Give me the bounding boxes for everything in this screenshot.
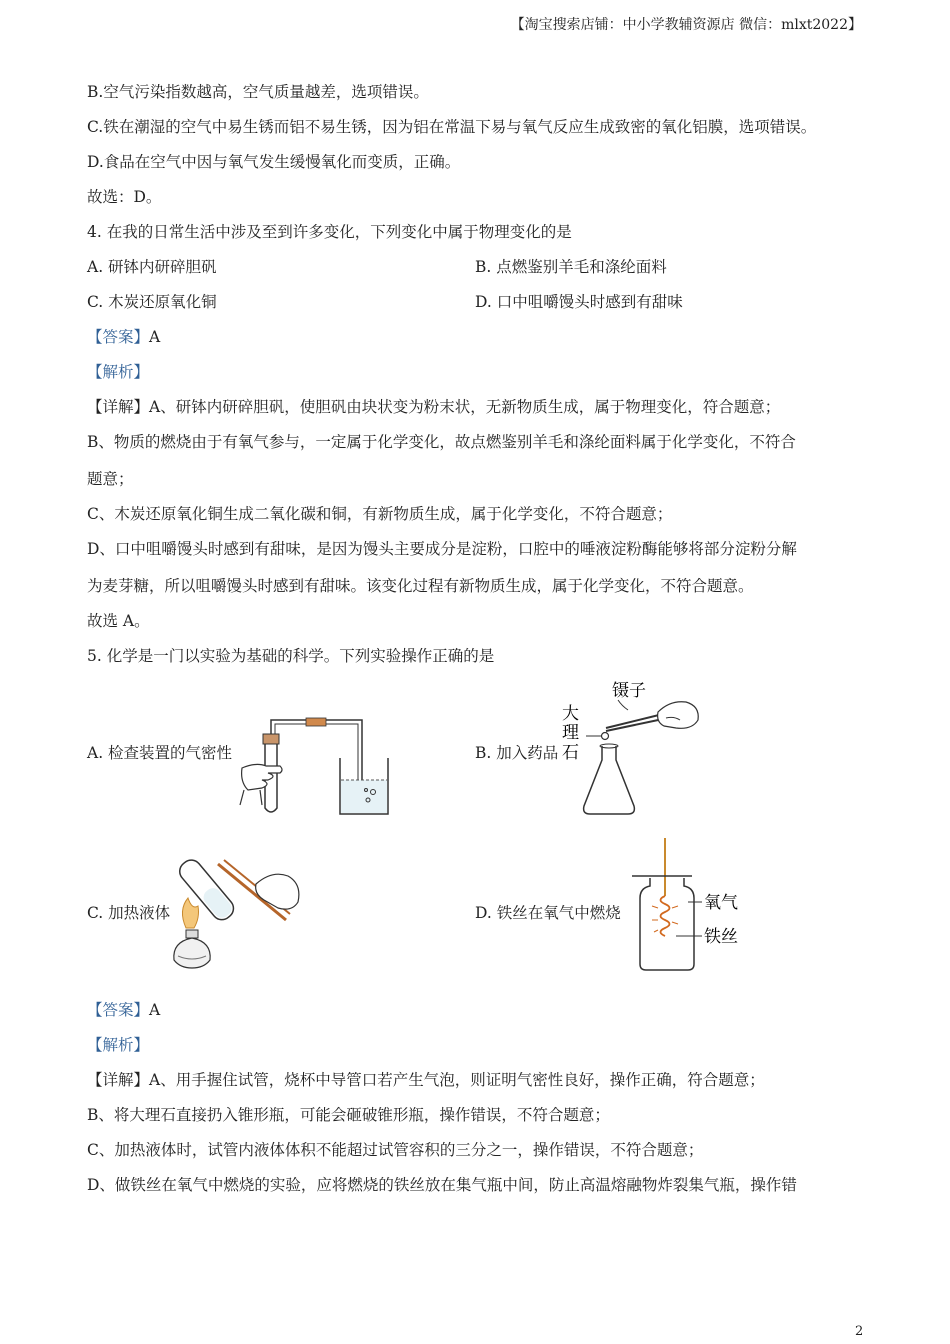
prev-option-c-explanation: C.铁在潮湿的空气中易生锈而铝不易生锈，因为铝在常温下易与氧气反应生成致密的氧化铝膜，选项错误。 [87, 118, 817, 136]
q4-choice: 故选 A。 [87, 612, 150, 630]
page-header: 【淘宝搜索店铺：中小学教辅资源店 微信：mlxt2022】 [510, 17, 862, 33]
prev-choice: 故选：D。 [87, 188, 162, 206]
marble-label-1: 大 [562, 704, 579, 724]
q4-option-b: B. 点燃鉴别羊毛和涤纶面料 [475, 258, 667, 276]
q4-analysis-tag: 【解析】 [87, 363, 150, 381]
oxygen-label: 氧气 [704, 893, 738, 913]
q5-stem: 5. 化学是一门以实验为基础的科学。下列实验操作正确的是 [87, 647, 495, 665]
heating-liquid-figure [168, 850, 308, 974]
q5-detail-tag: 【详解】 [87, 1071, 150, 1089]
q4-detail-d1: D、口中咀嚼馒头时感到有甜味，是因为馒头主要成分是淀粉，口腔中的唾液淀粉酶能够将部分淀粉分解 [87, 540, 797, 558]
q5-answer-line [87, 1000, 160, 1020]
q4-answer: A [149, 328, 161, 346]
q5-detail-c: C、加热液体时，试管内液体体积不能超过试管容积的三分之一，操作错误，不符合题意； [87, 1141, 704, 1159]
prev-option-d-explanation: D.食品在空气中因与氧气发生缓慢氧化而变质，正确。 [87, 153, 461, 171]
q5-detail-a: A、用手握住试管，烧杯中导管口若产生气泡，则证明气密性良好，操作正确，符合题意； [149, 1071, 765, 1089]
q4-detail-a-line [87, 397, 780, 417]
q4-option-a: A. 研钵内研碎胆矾 [87, 258, 217, 276]
marble-label-3: 石 [562, 743, 579, 763]
q4-answer-tag: 【答案】 [87, 328, 150, 346]
q5-option-b: B. 加入药品 [475, 744, 559, 762]
page-number: 2 [855, 1324, 864, 1339]
q5-analysis-tag: 【解析】 [87, 1036, 150, 1054]
q4-answer-line [87, 327, 160, 347]
q5-detail-a-line [87, 1070, 765, 1090]
q5-answer: A [149, 1001, 161, 1019]
q4-detail-b2: 题意； [87, 470, 134, 488]
tweezers-label: 镊子 [612, 681, 646, 701]
q4-detail-d2: 为麦芽糖，所以咀嚼馒头时感到有甜味。该变化过程有新物质生成，属于化学变化，不符合题意。 [87, 577, 754, 595]
q4-detail-c: C、木炭还原氧化铜生成二氧化碳和铜，有新物质生成，属于化学变化，不符合题意； [87, 505, 673, 523]
marble-label-2: 理 [562, 723, 579, 743]
q4-option-d: D. 口中咀嚼馒头时感到有甜味 [475, 293, 683, 311]
q4-option-c: C. 木炭还原氧化铜 [87, 293, 217, 311]
prev-option-b-explanation: B.空气污染指数越高，空气质量越差，选项错误。 [87, 83, 429, 101]
iron-wire-burning-figure [628, 836, 758, 976]
q4-stem: 4. 在我的日常生活中涉及至到许多变化，下列变化中属于物理变化的是 [87, 223, 572, 241]
iron-wire-label: 铁丝 [704, 927, 738, 947]
q5-option-d: D. 铁丝在氧气中燃烧 [475, 904, 621, 922]
q5-option-c: C. 加热液体 [87, 904, 171, 922]
q5-detail-d: D、做铁丝在氧气中燃烧的实验，应将燃烧的铁丝放在集气瓶中间，防止高温熔融物炸裂集气瓶，操作错 [87, 1176, 797, 1194]
q4-detail-a: A、研钵内研碎胆矾，使胆矾由块状变为粉末状，无新物质生成，属于物理变化，符合题意； [149, 398, 781, 416]
q4-detail-tag: 【详解】 [87, 398, 150, 416]
airtightness-check-figure [238, 710, 398, 820]
q4-detail-b1: B、物质的燃烧由于有氧气参与，一定属于化学变化，故点燃鉴别羊毛和涤纶面料属于化学变化，不符合 [87, 433, 796, 451]
q5-detail-b: B、将大理石直接扔入锥形瓶，可能会砸破锥形瓶，操作错误，不符合题意； [87, 1106, 610, 1124]
q5-answer-tag: 【答案】 [87, 1001, 150, 1019]
adding-reagent-figure [558, 676, 708, 822]
q5-option-a: A. 检查装置的气密性 [87, 744, 233, 762]
